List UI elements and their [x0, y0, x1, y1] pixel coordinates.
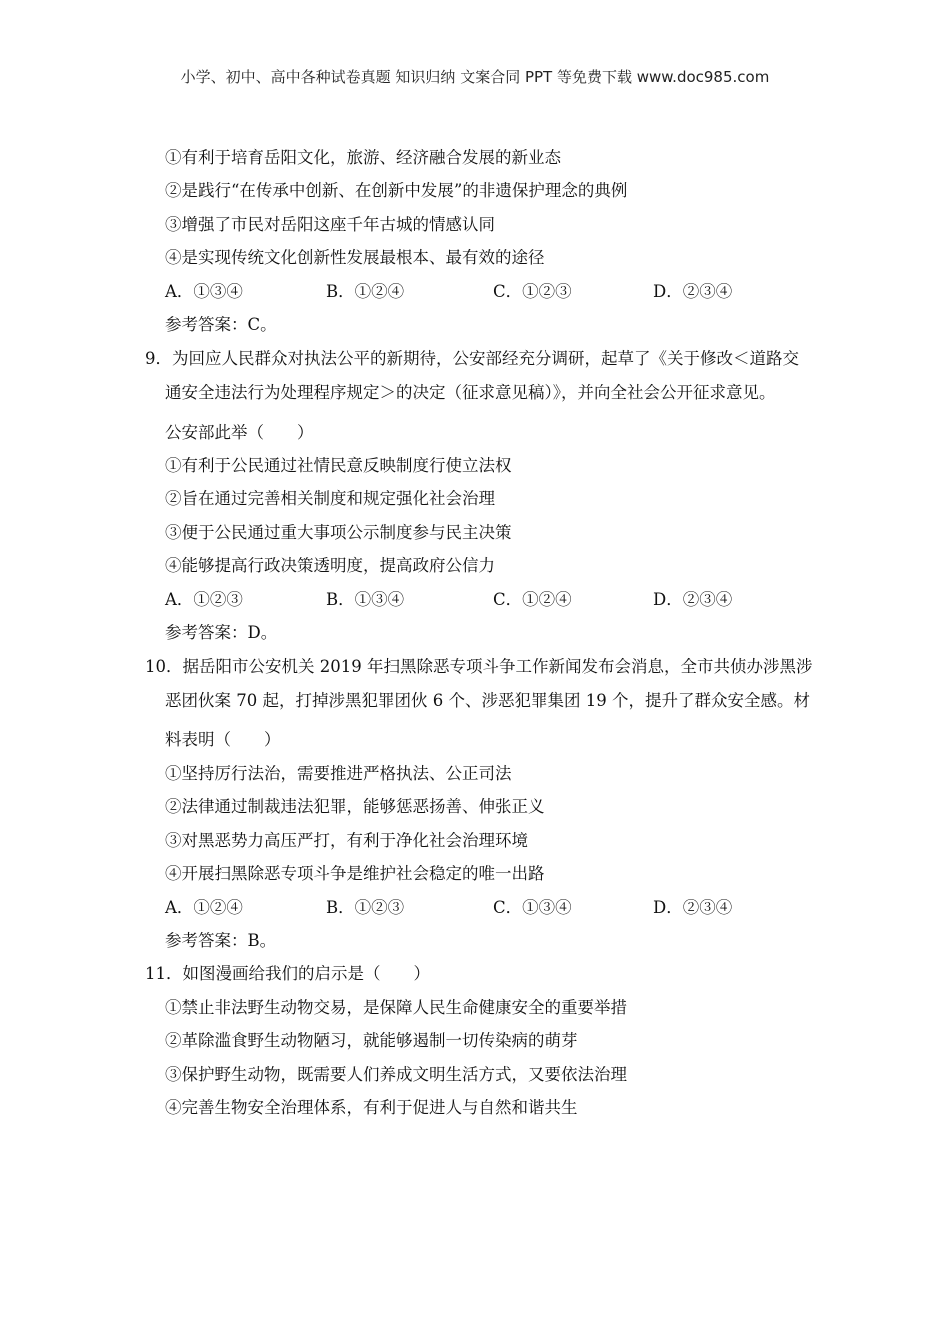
q10-item-4: ④开展扫黑除恶专项斗争是维护社会稳定的唯一出路: [165, 864, 545, 883]
q11-item-4: ④完善生物安全治理体系，有利于促进人与自然和谐共生: [165, 1098, 578, 1117]
q10-item-2: ②法律通过制裁违法犯罪，能够惩恶扬善、伸张正义: [165, 797, 545, 816]
q8-option-d: D．②③④: [653, 282, 733, 301]
q9-option-c: C．①②④: [493, 590, 572, 609]
q10-item-1: ①坚持厉行法治，需要推进严格执法、公正司法: [165, 764, 512, 783]
q10-option-c: C．①③④: [493, 898, 572, 917]
q11-item-3: ③保护野生动物，既需要人们养成文明生活方式，又要依法治理: [165, 1065, 627, 1084]
q8-option-c: C．①②③: [493, 282, 572, 301]
q11-item-2: ②革除滥食野生动物陋习，就能够遏制一切传染病的萌芽: [165, 1031, 578, 1050]
q8-item-4: ④是实现传统文化创新性发展最根本、最有效的途径: [165, 248, 545, 267]
q9-answer: 参考答案：D。: [165, 623, 278, 642]
q9-item-4: ④能够提高行政决策透明度，提高政府公信力: [165, 556, 495, 575]
q8-item-1: ①有利于培育岳阳文化，旅游、经济融合发展的新业态: [165, 148, 561, 167]
q10-option-b: B．①②③: [326, 898, 405, 917]
q9-option-a: A．①②③: [165, 590, 243, 609]
q10-answer: 参考答案：B。: [165, 931, 277, 950]
q8-option-a: A．①③④: [165, 282, 243, 301]
q10-option-a: A．①②④: [165, 898, 243, 917]
q9-item-2: ②旨在通过完善相关制度和规定强化社会治理: [165, 489, 495, 508]
q9-stem-line-1: 9．为回应人民群众对执法公平的新期待，公安部经充分调研，起草了《关于修改＜道路交: [145, 349, 799, 368]
q9-option-b: B．①③④: [326, 590, 405, 609]
q8-item-2: ②是践行“在传承中创新、在创新中发展”的非遗保护理念的典例: [165, 181, 628, 200]
q11-stem-line-1: 11．如图漫画给我们的启示是（ ）: [145, 964, 430, 983]
q10-stem-line-3: 料表明（ ）: [165, 730, 281, 749]
page-header: 小学、初中、高中各种试卷真题 知识归纳 文案合同 PPT 等免费下载 www.doc985.com: [180, 68, 770, 86]
q9-item-3: ③便于公民通过重大事项公示制度参与民主决策: [165, 523, 512, 542]
q10-option-d: D．②③④: [653, 898, 733, 917]
q10-stem-line-1: 10．据岳阳市公安机关 2019 年扫黑除恶专项斗争工作新闻发布会消息，全市共侦办涉黑涉: [145, 657, 813, 676]
q9-stem-line-3: 公安部此举（ ）: [165, 423, 314, 442]
q10-item-3: ③对黑恶势力高压严打，有利于净化社会治理环境: [165, 831, 528, 850]
q8-item-3: ③增强了市民对岳阳这座千年古城的情感认同: [165, 215, 495, 234]
q9-item-1: ①有利于公民通过社情民意反映制度行使立法权: [165, 456, 512, 475]
q8-answer: 参考答案：C。: [165, 315, 277, 334]
q10-stem-line-2: 恶团伙案 70 起，打掉涉黑犯罪团伙 6 个、涉恶犯罪集团 19 个，提升了群众安全感。材: [165, 691, 810, 710]
q8-option-b: B．①②④: [326, 282, 405, 301]
q11-item-1: ①禁止非法野生动物交易，是保障人民生命健康安全的重要举措: [165, 998, 627, 1017]
q9-option-d: D．②③④: [653, 590, 733, 609]
q9-stem-line-2: 通安全违法行为处理程序规定＞的决定（征求意见稿）》，并向全社会公开征求意见。: [165, 383, 776, 402]
